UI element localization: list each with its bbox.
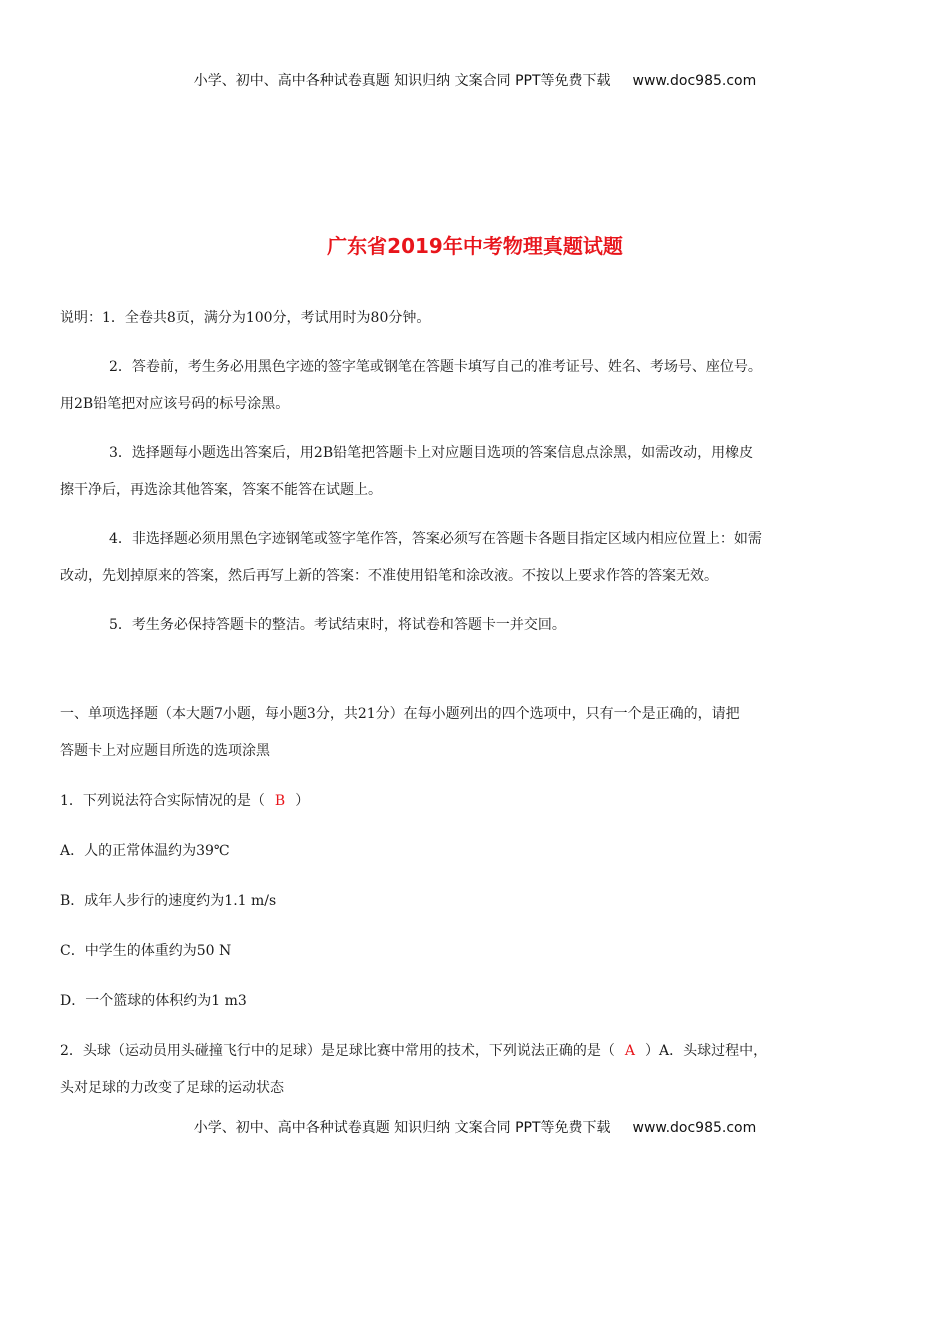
question-2-stem-text: 2．头球（运动员用头碰撞飞行中的足球）是足球比赛中常用的技术，下列说法正确的是（ bbox=[60, 1043, 615, 1059]
footer-text: 小学、初中、高中各种试卷真题 知识归纳 文案合同 PPT等免费下载 bbox=[193, 1120, 611, 1136]
question-1-option-c: C．中学生的体重约为50 N bbox=[60, 943, 232, 959]
header-text: 小学、初中、高中各种试卷真题 知识归纳 文案合同 PPT等免费下载 bbox=[193, 73, 611, 89]
header-site: www.doc985.com bbox=[632, 73, 757, 89]
page-header bbox=[0, 70, 950, 90]
question-1-option-a: A．人的正常体温约为39℃ bbox=[60, 843, 230, 859]
instruction-3: 3．选择题每小题选出答案后，用2B铅笔把答题卡上对应题目选项的答案信息点涂黑，如需改动，用橡皮 bbox=[109, 445, 754, 461]
instruction-1: 说明：1．全卷共8页，满分为100分，考试用时为80分钟。 bbox=[60, 310, 431, 326]
instruction-4-cont: 改动，先划掉原来的答案，然后再写上新的答案：不准使用铅笔和涂改液。不按以上要求作答的答案无效。 bbox=[60, 568, 718, 584]
question-1-option-b: B．成年人步行的速度约为1.1 m/s bbox=[60, 893, 277, 909]
section-1-heading: 一、单项选择题（本大题7小题，每小题3分，共21分）在每小题列出的四个选项中，只有一个是正确的，请把 bbox=[60, 706, 740, 722]
footer-site: www.doc985.com bbox=[632, 1120, 757, 1136]
document-body bbox=[60, 300, 892, 1107]
question-1-stem bbox=[60, 783, 892, 820]
instruction-2: 2．答卷前，考生务必用黑色字迹的签字笔或钢笔在答题卡填写自己的准考证号、姓名、考场号、座位号。 bbox=[109, 359, 762, 375]
document-title: 广东省2019年中考物理真题试题 bbox=[327, 234, 623, 258]
instruction-2-cont: 用2B铅笔把对应该号码的标号涂黑。 bbox=[60, 396, 290, 412]
question-2-stem-end: ）A．头球过程中， bbox=[645, 1043, 768, 1059]
question-1-answer: B bbox=[274, 793, 286, 809]
instruction-4: 4．非选择题必须用黑色字迹钢笔或签字笔作答，答案必须写在答题卡各题目指定区域内相应位置上：如需 bbox=[109, 531, 762, 547]
page-footer bbox=[0, 1117, 950, 1137]
question-1-stem-end: ） bbox=[295, 793, 310, 809]
section-1-heading-cont: 答题卡上对应题目所选的选项涂黑 bbox=[60, 743, 270, 759]
instruction-3-cont: 擦干净后，再选涂其他答案，答案不能答在试题上。 bbox=[60, 482, 382, 498]
question-2-stem bbox=[60, 1033, 892, 1070]
question-1-stem-text: 1．下列说法符合实际情况的是（ bbox=[60, 793, 265, 809]
question-2-answer: A bbox=[624, 1043, 636, 1059]
instruction-5: 5．考生务必保持答题卡的整洁。考试结束时，将试卷和答题卡一并交回。 bbox=[109, 617, 566, 633]
question-2-option-a-cont: 头对足球的力改变了足球的运动状态 bbox=[60, 1080, 284, 1096]
question-1-option-d: D．一个篮球的体积约为1 m3 bbox=[60, 993, 247, 1009]
